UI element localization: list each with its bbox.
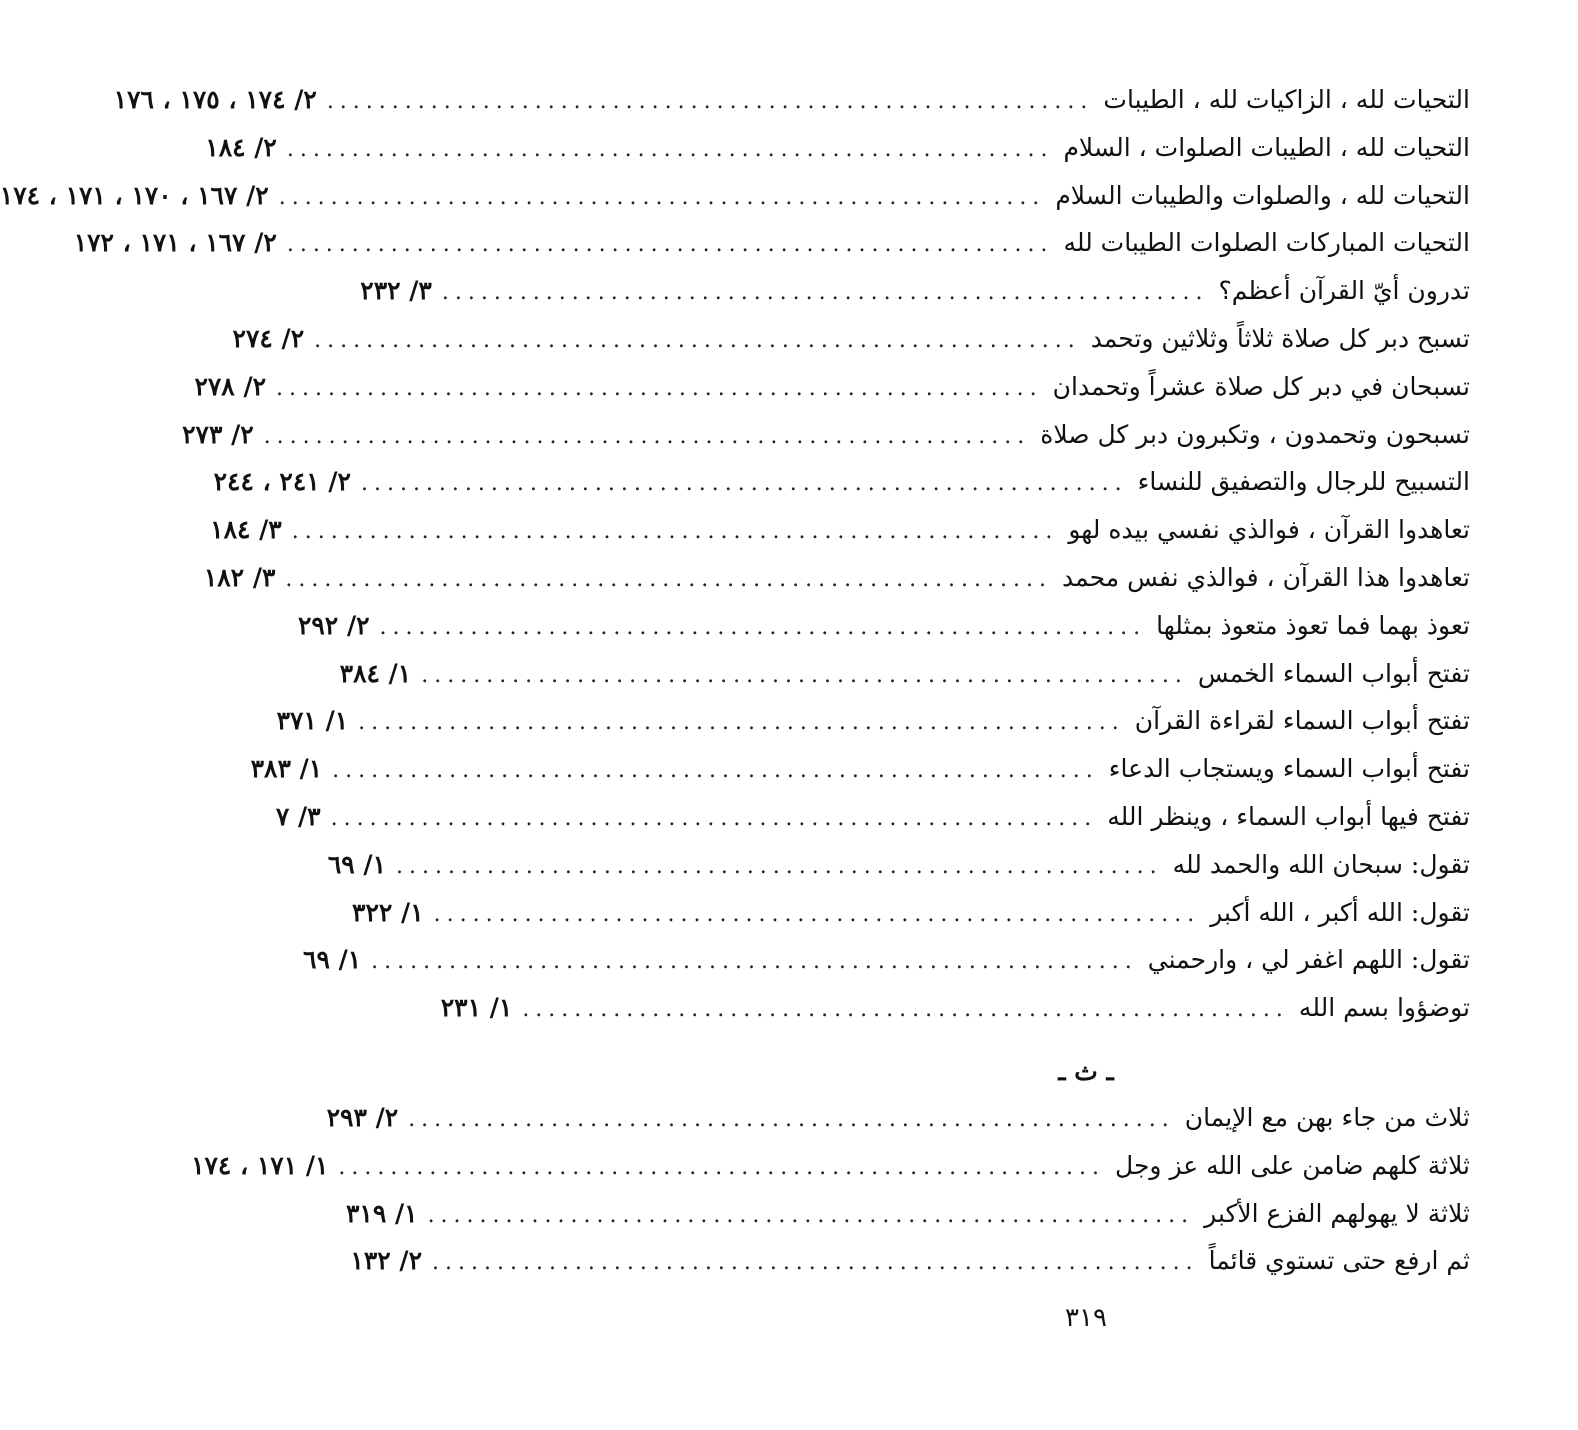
entry-reference: ٢/ ١٧٤ ، ١٧٥ ، ١٧٦ (113, 85, 317, 114)
index-entry (205, 124, 1470, 172)
leader-dots: ........................................................... (371, 949, 1138, 975)
entry-text: ثم ارفع حتى تستوي قائماً (1208, 1246, 1470, 1276)
index-entry (182, 411, 1470, 459)
entry-reference: ١/ ٣٢٢ (352, 897, 424, 927)
leader-dots: ........................................................... (421, 662, 1188, 688)
entry-text: تسبحان في دبر كل صلاة عشراً وتحمدان (1052, 371, 1470, 401)
entry-text: تقول: سبحان الله والحمد لله (1172, 849, 1470, 879)
leader-dots: ........................................................... (278, 184, 1046, 210)
section-heading-letter: ـ ث ـ (1058, 1057, 1114, 1086)
index-entry (345, 1190, 1470, 1238)
index-entry (297, 602, 1470, 650)
entry-text: تعاهدوا القرآن ، فوالذي نفسي بيده لهو (1068, 515, 1470, 545)
entry-text: توضؤوا بسم الله (1298, 993, 1470, 1023)
entry-reference: ١/ ٦٩ (303, 945, 362, 975)
index-entry (339, 650, 1470, 698)
entry-text: تقول: اللهم اغفر لي ، وارحمني (1147, 945, 1470, 975)
leader-dots: ........................................................... (286, 232, 1054, 258)
index-entry (440, 984, 1470, 1032)
entry-text: تفتح أبواب السماء لقراءة القرآن (1134, 706, 1470, 736)
entry-reference: ١/ ٣٧١ (276, 706, 349, 736)
index-entry (213, 458, 1470, 506)
entry-reference: ٢/ ١٣٢ (350, 1246, 422, 1276)
entry-reference: ٣/ ٢٣٢ (360, 276, 432, 306)
entry-reference: ١/ ٣٨٤ (339, 658, 412, 688)
entry-text: تعاهدوا هذا القرآن ، فوالذي نفس محمد (1062, 562, 1470, 592)
entry-text: التسبيح للرجال والتصفيق للنساء (1137, 467, 1470, 497)
entry-reference: ٢/ ١٦٧ ، ١٧٠ ، ١٧١ ، ١٧٤ (0, 180, 269, 210)
leader-dots: ........................................................... (358, 710, 1125, 736)
leader-dots: ........................................................... (360, 471, 1128, 497)
leader-dots: ........................................................... (276, 375, 1043, 401)
index-entry (303, 936, 1470, 984)
leader-dots: ........................................................... (326, 89, 1094, 114)
entry-reference: ٢/ ٢٧٤ (232, 323, 305, 353)
leader-dots: ........................................................... (522, 997, 1289, 1023)
entry-text: التحيات المباركات الصلوات الطيبات لله (1063, 228, 1470, 258)
entry-text: تفتح فيها أبواب السماء ، وينظر الله (1107, 801, 1470, 831)
leader-dots: ........................................................... (338, 1154, 1106, 1180)
index-entry (113, 76, 1470, 124)
entry-text: التحيات لله ، الزاكيات لله ، الطيبات (1103, 85, 1470, 114)
entry-text: تسبح دبر كل صلاة ثلاثاً وثلاثين وتحمد (1090, 323, 1470, 353)
index-section-tha (191, 1094, 1470, 1285)
index-entry (352, 889, 1470, 937)
index-entry (250, 745, 1470, 793)
leader-dots: ........................................................... (285, 566, 1053, 592)
leader-dots: ........................................................... (432, 1250, 1199, 1276)
entry-reference: ٢/ ٢٩٣ (326, 1103, 399, 1132)
leader-dots: ........................................................... (379, 614, 1147, 640)
index-entry (203, 554, 1470, 602)
entry-text: تفتح أبواب السماء الخمس (1197, 658, 1470, 688)
leader-dots: ........................................................... (427, 1202, 1195, 1228)
entry-text: تعوذ بهما فما تعوذ متعوذ بمثلها (1156, 610, 1470, 640)
entry-reference: ١/ ١٧١ ، ١٧٤ (191, 1150, 329, 1180)
page-number: ٣١٩ (1065, 1303, 1107, 1333)
index-section-ta (0, 76, 1470, 1032)
index-entry (232, 315, 1470, 363)
entry-reference: ١/ ٢٣١ (440, 993, 513, 1023)
leader-dots: ........................................................... (291, 519, 1059, 545)
entry-text: تسبحون وتحمدون ، وتكبرون دبر كل صلاة (1040, 419, 1470, 449)
index-entry (191, 1142, 1470, 1190)
entry-reference: ١/ ٣١٩ (345, 1198, 418, 1228)
entry-reference: ٣/ ١٨٢ (203, 562, 276, 592)
index-entry (360, 267, 1470, 315)
leader-dots: ........................................................... (408, 1107, 1175, 1132)
index-entry (210, 506, 1470, 554)
entry-text: التحيات لله ، الطيبات الصلوات ، السلام (1063, 132, 1470, 162)
leader-dots: ........................................................... (330, 805, 1098, 831)
leader-dots: ........................................................... (441, 280, 1209, 306)
entry-reference: ٣/ ٧ (275, 801, 321, 831)
index-entry (194, 363, 1470, 411)
entry-reference: ٢/ ٢٧٣ (182, 419, 254, 449)
leader-dots: ........................................................... (263, 423, 1031, 449)
entry-text: تفتح أبواب السماء ويستجاب الدعاء (1108, 754, 1470, 784)
entry-reference: ١/ ٣٨٣ (250, 754, 323, 784)
leader-dots: ........................................................... (314, 327, 1081, 353)
entry-reference: ١/ ٦٩ (327, 849, 386, 879)
leader-dots: ........................................................... (286, 136, 1054, 162)
entry-reference: ٢/ ١٦٧ ، ١٧١ ، ١٧٢ (73, 228, 277, 258)
entry-text: تقول: الله أكبر ، الله أكبر (1210, 897, 1470, 927)
entry-text: تدرون أيّ القرآن أعظم؟ (1218, 276, 1470, 306)
entry-reference: ٢/ ٢٤١ ، ٢٤٤ (213, 467, 351, 497)
entry-reference: ٢/ ١٨٤ (205, 132, 277, 162)
entry-text: التحيات لله ، والصلوات والطيبات السلام (1055, 180, 1470, 210)
entry-text: ثلاثة لا يهولهم الفزع الأكبر (1204, 1198, 1470, 1228)
leader-dots: ........................................................... (433, 901, 1201, 927)
index-entry (276, 697, 1470, 745)
index-entry (275, 793, 1470, 841)
index-entry (0, 172, 1470, 220)
leader-dots: ........................................................... (332, 758, 1099, 784)
index-entry (350, 1237, 1470, 1285)
index-entry (326, 1094, 1470, 1142)
entry-reference: ٢/ ٢٧٨ (194, 371, 267, 401)
index-entry (327, 841, 1470, 889)
entry-reference: ٣/ ١٨٤ (210, 515, 282, 545)
leader-dots: ........................................................... (396, 853, 1163, 879)
entry-text: ثلاث من جاء بهن مع الإيمان (1184, 1103, 1470, 1132)
index-entry (73, 219, 1470, 267)
entry-text: ثلاثة كلهم ضامن على الله عز وجل (1115, 1150, 1470, 1180)
entry-reference: ٢/ ٢٩٢ (297, 610, 370, 640)
